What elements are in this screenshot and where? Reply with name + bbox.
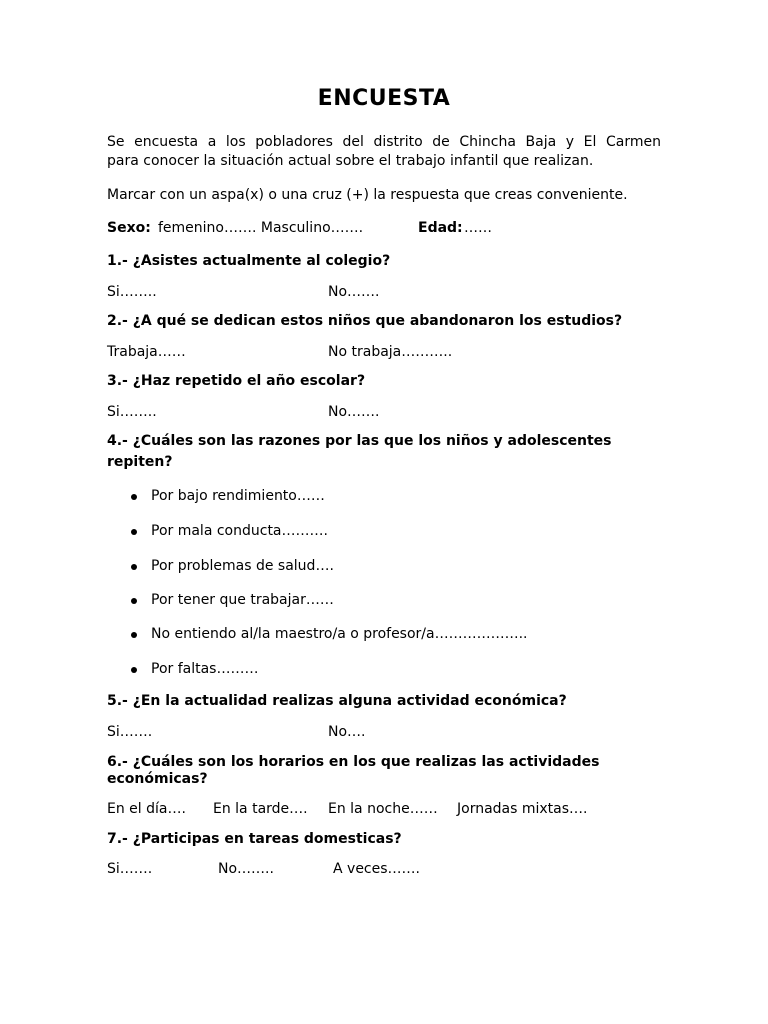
q3-option-no: No……. bbox=[328, 404, 380, 420]
q5-option-no: No…. bbox=[328, 724, 366, 740]
bullet-icon bbox=[131, 632, 137, 638]
edad-blank: …… bbox=[464, 220, 492, 236]
q7-option-a-veces: A veces……. bbox=[333, 861, 420, 877]
reason-text: Por tener que trabajar…… bbox=[151, 592, 334, 608]
intro-paragraph bbox=[107, 133, 661, 171]
bullet-icon bbox=[131, 494, 137, 500]
question-2: 2.- ¿A qué se dedican estos niños que abandonaron los estudios? bbox=[107, 313, 623, 329]
question-6-line-2: económicas? bbox=[107, 771, 208, 787]
q7-option-si: Si……. bbox=[107, 861, 153, 877]
q6-option-mixtas: Jornadas mixtas…. bbox=[457, 801, 588, 817]
document-title: ENCUESTA bbox=[317, 86, 451, 111]
q5-option-si: Si……. bbox=[107, 724, 153, 740]
question-3: 3.- ¿Haz repetido el año escolar? bbox=[107, 373, 366, 389]
q3-option-si: Si…….. bbox=[107, 404, 157, 420]
bullet-icon bbox=[131, 598, 137, 604]
q2-option-no-trabaja: No trabaja……….. bbox=[328, 344, 453, 360]
question-4-line-1: 4.- ¿Cuáles son las razones por las que los niños y adolescentes bbox=[107, 433, 612, 449]
intro-line-1: Se encuesta a los pobladores del distrito de Chincha Baja y El Carmen bbox=[107, 134, 661, 150]
question-1: 1.- ¿Asistes actualmente al colegio? bbox=[107, 253, 391, 269]
intro-line-2: para conocer la situación actual sobre el trabajo infantil que realizan. bbox=[107, 153, 594, 169]
bullet-icon bbox=[131, 564, 137, 570]
edad-label: Edad: bbox=[418, 220, 463, 236]
q2-option-trabaja: Trabaja…… bbox=[107, 344, 186, 360]
q6-option-noche: En la noche…… bbox=[328, 801, 438, 817]
reason-text: Por problemas de salud…. bbox=[151, 558, 334, 574]
question-6-line-1: 6.- ¿Cuáles son los horarios en los que realizas las actividades bbox=[107, 754, 600, 770]
reason-text: No entiendo al/la maestro/a o profesor/a……………….. bbox=[151, 626, 528, 642]
bullet-icon bbox=[131, 529, 137, 535]
question-7: 7.- ¿Participas en tareas domesticas? bbox=[107, 831, 402, 847]
q6-option-dia: En el día…. bbox=[107, 801, 186, 817]
reason-text: Por bajo rendimiento…… bbox=[151, 488, 325, 504]
question-5: 5.- ¿En la actualidad realizas alguna actividad económica? bbox=[107, 693, 567, 709]
sexo-label: Sexo: bbox=[107, 220, 151, 236]
reason-text: Por faltas……… bbox=[151, 661, 259, 677]
q1-option-si: Si…….. bbox=[107, 284, 157, 300]
sexo-options: femenino……. Masculino……. bbox=[158, 220, 364, 236]
question-4-line-2: repiten? bbox=[107, 454, 173, 470]
reason-text: Por mala conducta………. bbox=[151, 523, 328, 539]
instruction-text: Marcar con un aspa(x) o una cruz (+) la respuesta que creas conveniente. bbox=[107, 187, 628, 203]
q1-option-no: No……. bbox=[328, 284, 380, 300]
q6-option-tarde: En la tarde…. bbox=[213, 801, 308, 817]
q7-option-no: No…….. bbox=[218, 861, 274, 877]
bullet-icon bbox=[131, 667, 137, 673]
